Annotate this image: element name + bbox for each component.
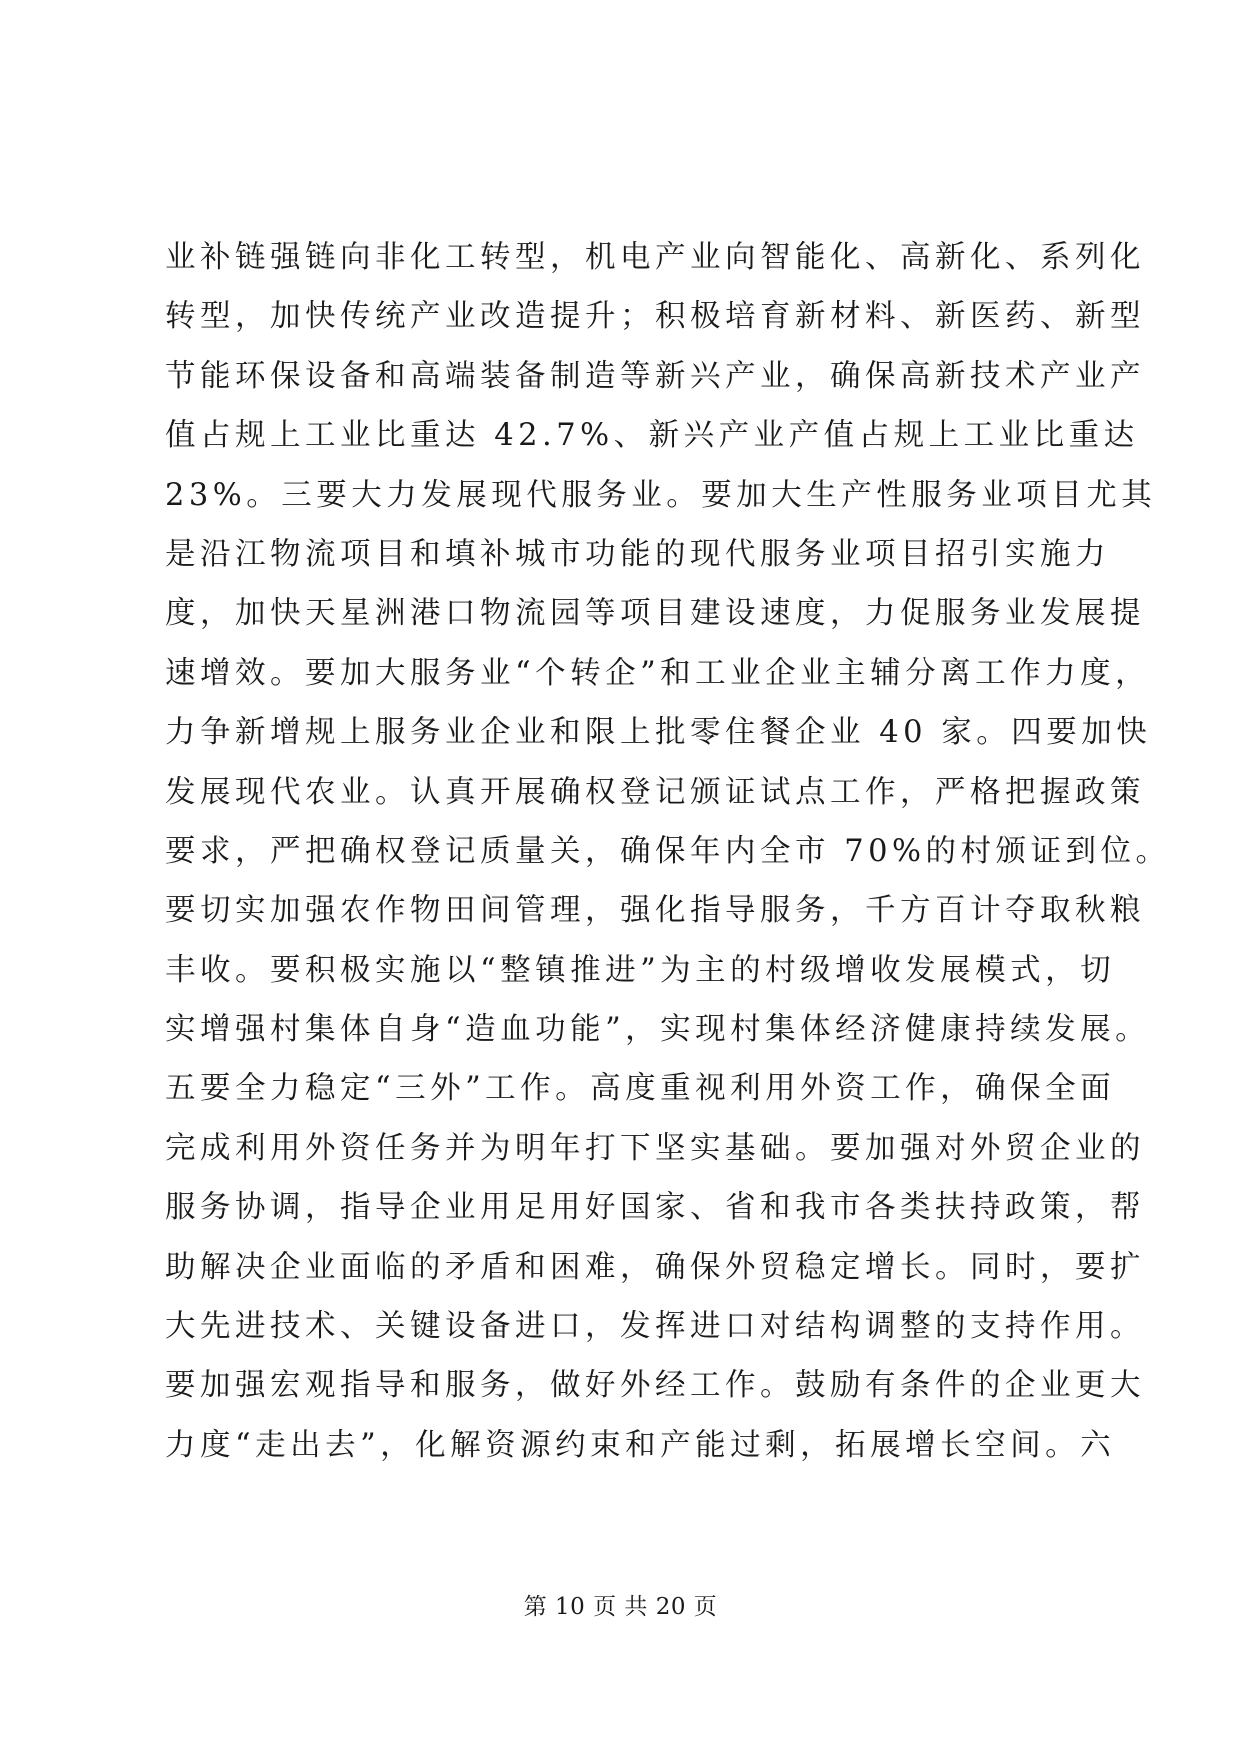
text-line: 节能环保设备和高端装备制造等新兴产业，确保高新技术产业产: [165, 358, 1145, 394]
text-line: 发展现代农业。认真开展确权登记颁证试点工作，严格把握政策: [165, 774, 1145, 810]
text-line: 值占规上工业比重达 42.7%、新兴产业产值占规上工业比重达: [165, 418, 1139, 454]
text-line: 要求，严把确权登记质量关，确保年内全市 70%的村颁证到位。: [165, 833, 1171, 869]
body-text: [165, 228, 1171, 1475]
text-line: 服务协调，指导企业用足用好国家、省和我市各类扶持政策，帮: [165, 1190, 1145, 1226]
text-line: 业补链强链向非化工转型，机电产业向智能化、高新化、系列化: [165, 240, 1145, 275]
text-line: 力争新增规上服务业企业和限上批零住餐企业 40 家。四要加快: [165, 715, 1152, 751]
text-line: 力度“走出去”，化解资源约束和产能过剩，拓展增长空间。六: [165, 1427, 1116, 1463]
text-line: 大先进技术、关键设备进口，发挥进口对结构调整的支持作用。: [165, 1309, 1145, 1345]
page-number-footer: 第 10 页 共 20 页: [523, 1594, 718, 1620]
text-line: 实增强村集体自身“造血功能”，实现村集体经济健康持续发展。: [165, 1012, 1151, 1048]
text-line: 度，加快天星洲港口物流园等项目建设速度，力促服务业发展提: [165, 596, 1145, 632]
text-line: 丰收。要积极实施以“整镇推进”为主的村级增收发展模式，切: [165, 952, 1116, 988]
text-line: 要加强宏观指导和服务，做好外经工作。鼓励有条件的企业更大: [165, 1368, 1145, 1404]
text-line: 转型，加快传统产业改造提升；积极培育新材料、新医药、新型: [165, 299, 1145, 335]
text-line: 要切实加强农作物田间管理，强化指导服务，千方百计夺取秋粮: [165, 893, 1145, 929]
text-line: 速增效。要加大服务业“个转企”和工业企业主辅分离工作力度，: [165, 655, 1151, 691]
text-line: 是沿江物流项目和填补城市功能的现代服务业项目招引实施力: [165, 536, 1110, 572]
text-line: 完成利用外资任务并为明年打下坚实基础。要加强对外贸企业的: [165, 1130, 1145, 1166]
text-line: 23%。三要大力发展现代服务业。要加大生产性服务业项目尤其: [165, 477, 1157, 513]
text-line: 助解决企业面临的矛盾和困难，确保外贸稳定增长。同时，要扩: [165, 1249, 1145, 1285]
text-line: 五要全力稳定“三外”工作。高度重视利用外资工作，确保全面: [165, 1071, 1116, 1107]
